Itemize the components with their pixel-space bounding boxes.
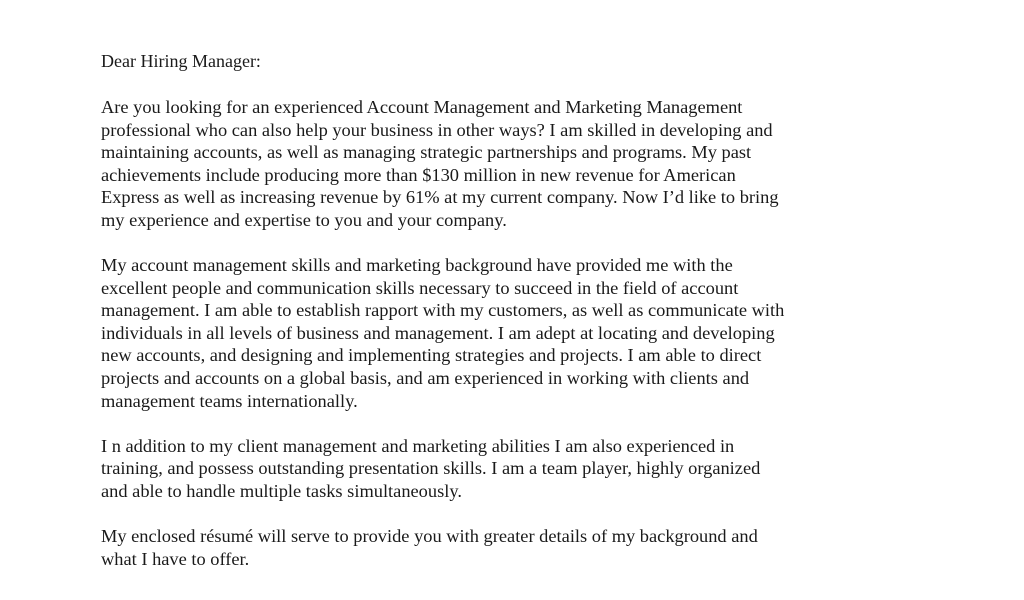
paragraph-line: projects and accounts on a global basis, and am experienced in working with clients and [101,368,750,389]
paragraph-additional-abilities [101,435,954,503]
paragraph-line: excellent people and communication skills necessary to succeed in the field of account [101,277,739,298]
paragraph-skills [101,254,954,412]
paragraph-line: management. I am able to establish rapport with my customers, as well as communicate with [101,300,785,321]
paragraph-line: and able to handle multiple tasks simultaneously. [101,480,462,501]
paragraph-line: Express as well as increasing revenue by 61% at my current company. Now I’d like to bring [101,187,779,208]
paragraph-line: achievements include producing more than $130 million in new revenue for American [101,164,736,185]
paragraph-intro [101,96,954,232]
paragraph-line: individuals in all levels of business and management. I am adept at locating and developing [101,322,775,343]
paragraph-closing [101,525,954,570]
paragraph-line: My enclosed résumé will serve to provide you with greater details of my background and [101,526,758,546]
salutation: Dear Hiring Manager: [101,51,261,71]
paragraph-line: professional who can also help your business in other ways? I am skilled in developing and [101,119,773,140]
paragraph-line: I n addition to my client management and marketing abilities I am also experienced in [101,435,735,456]
paragraph-line: my experience and expertise to you and your company. [101,209,507,230]
paragraph-line: maintaining accounts, as well as managing strategic partnerships and programs. My past [101,142,752,163]
paragraph-line: what I have to offer. [101,548,250,569]
paragraph-line: new accounts, and designing and implementing strategies and projects. I am able to direct [101,345,762,366]
paragraph-line: management teams internationally. [101,390,358,411]
paragraph-line: training, and possess outstanding presentation skills. I am a team player, highly organized [101,458,761,479]
paragraph-line: Are you looking for an experienced Account Management and Marketing Management [101,97,743,117]
paragraph-line: My account management skills and marketing background have provided me with the [101,255,733,276]
